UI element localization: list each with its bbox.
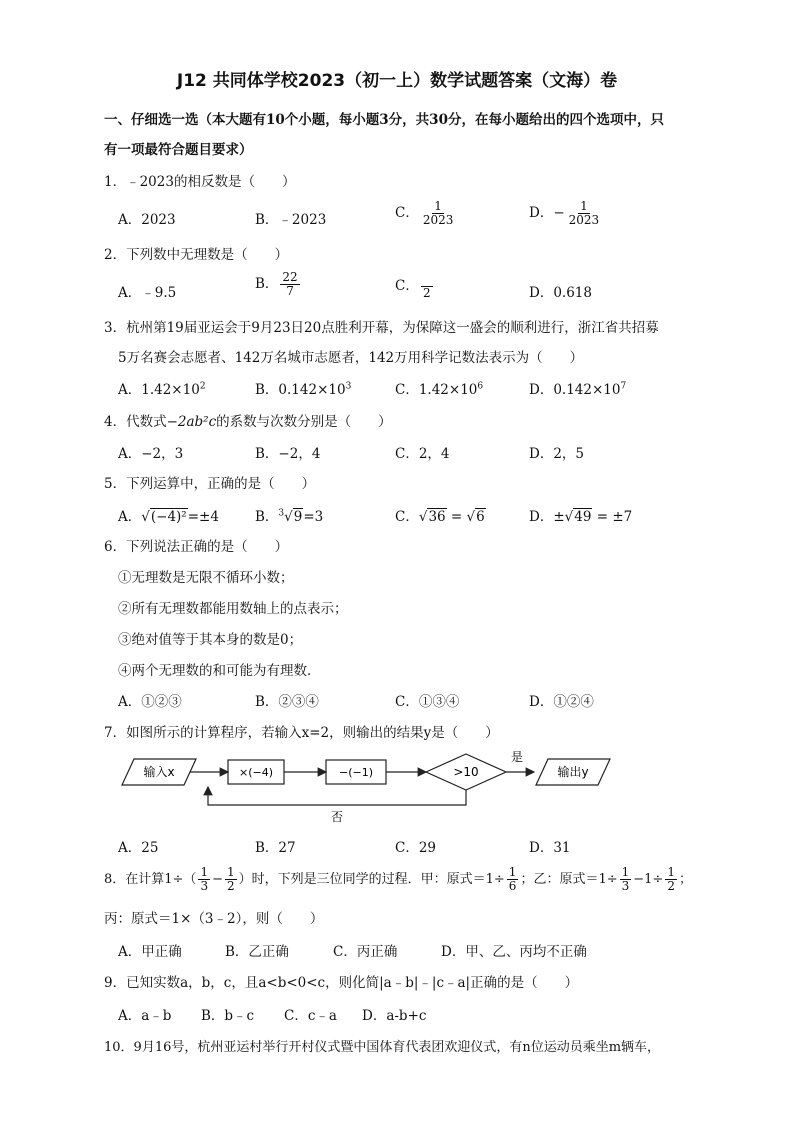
q1-option-c <box>395 200 457 227</box>
q5-c-radicand-left: 36 <box>428 509 446 525</box>
q3-option-b-base: B．0.142×10 <box>255 382 346 398</box>
q6-statement-3: ③绝对值等于其本身的数是0； <box>118 632 303 648</box>
q4-option-c: C．2，4 <box>395 446 450 462</box>
q6-option-a: A．①②③ <box>118 694 182 710</box>
q5-a-result: =±4 <box>187 509 219 525</box>
q2-stem: 2．下列数中无理数是（ ） <box>104 247 289 263</box>
q5-option-c: C．√36 = √6 <box>395 509 485 525</box>
q7-option-a: A．25 <box>118 840 159 856</box>
q9-option-d: D．a-b+c <box>362 1008 427 1024</box>
q8-middle: ）时，下列是三位同学的过程．甲：原式＝1÷ <box>238 872 505 887</box>
q8-option-b: B．乙正确 <box>225 944 289 960</box>
q3-option-c-exponent: 6 <box>477 381 484 392</box>
q9-option-b: B．b﹣c <box>201 1008 255 1024</box>
q4-expression: −2ab²c <box>166 414 217 430</box>
q8-option-d: D．甲、乙、丙均不正确 <box>441 944 587 960</box>
flow-input-label: 输入x <box>143 765 175 779</box>
q1-option-c-label: C． <box>395 205 419 221</box>
fraction-denominator: 2 <box>423 286 431 300</box>
section-heading-line2: 有一项最符合题目要求） <box>104 142 253 158</box>
q7-stem: 7．如图所示的计算程序，若输入x=2，则输出的结果y是（ ） <box>104 725 499 741</box>
fraction-denominator: 7 <box>286 284 294 298</box>
q7-flowchart <box>104 745 664 827</box>
q6-option-d: D．①②④ <box>529 694 594 710</box>
flow-subtract-label: −(−1) <box>338 766 374 779</box>
q2-option-a: A．﹣9.5 <box>118 285 177 301</box>
q5-d-label: D．± <box>529 509 565 525</box>
q4-option-d: D．2，5 <box>529 446 585 462</box>
q6-statement-4: ④两个无理数的和可能为有理数． <box>118 663 321 679</box>
q2-option-b <box>255 271 302 298</box>
q3-option-d <box>529 378 626 398</box>
q4-option-b: B．−2，4 <box>255 446 321 462</box>
q2-option-d: D．0.618 <box>529 285 592 301</box>
fraction-denominator: 2023 <box>568 213 600 227</box>
q9-option-c: C．c﹣a <box>284 1008 337 1024</box>
q10-stem: 10．9月16号，杭州亚运村举行开村仪式暨中国体育代表团欢迎仪式，有n位运动员乘坐m辆车， <box>104 1040 661 1055</box>
fraction-numerator <box>421 273 433 287</box>
q3-option-d-base: D．0.142×10 <box>529 382 621 398</box>
q1-option-c-fraction <box>421 200 456 227</box>
q8-prefix: 8．在计算1÷（ <box>104 872 197 887</box>
q5-option-d: D．±√49 = ±7 <box>529 509 633 525</box>
section-heading-line1: 一、仔细选一选（本大题有10个小题，每小题3分，共30分，在每小题给出的四个选项中，只 <box>104 112 664 128</box>
q8-end: ； <box>678 872 692 887</box>
q1-option-b: B．﹣2023 <box>255 212 327 228</box>
q6-stem: 6．下列说法正确的是（ ） <box>104 539 289 555</box>
q3-option-a-exponent: 2 <box>199 381 206 392</box>
q1-option-d <box>529 200 603 227</box>
q4-stem <box>104 410 392 430</box>
q5-option-b: B．$^3$√9=3 <box>255 508 324 525</box>
q2-option-c-label: C． <box>395 278 419 294</box>
q5-b-result: =3 <box>303 509 324 525</box>
q6-option-c: C．①③④ <box>395 694 460 710</box>
q3-option-a <box>118 378 206 398</box>
q8-option-a: A．甲正确 <box>118 944 182 960</box>
q2-option-c-fraction <box>421 273 433 300</box>
q3-option-b-exponent: 3 <box>345 381 352 392</box>
q2-option-c <box>395 273 435 300</box>
flow-condition-label: >10 <box>453 765 479 779</box>
q6-option-b: B．②③④ <box>255 694 319 710</box>
q5-a-radicand: (−4)² <box>150 509 187 525</box>
q3-option-d-exponent: 7 <box>620 381 627 392</box>
q3-line2: 5万名赛会志愿者、142万名城市志愿者，142万用科学记数法表示为（ ） <box>118 350 584 366</box>
fraction-numerator: 22 <box>282 270 298 284</box>
q5-stem: 5．下列运算中，正确的是（ ） <box>104 476 316 492</box>
page-title: J12 共同体学校2023（初一上）数学试题答案（文海）卷 <box>176 71 618 91</box>
q9-stem: 9．已知实数a，b，c，且a<b<0<c，则化简|a﹣b|﹣|c﹣a|正确的是（ ） <box>104 975 579 991</box>
q7-option-c: C．29 <box>395 840 437 856</box>
q2-option-b-label: B． <box>255 276 279 292</box>
q5-d-radicand: 49 <box>574 509 592 525</box>
q4-option-a: A．−2，3 <box>118 446 184 462</box>
q5-c-equals: = <box>446 509 467 525</box>
q5-b-radicand: 9 <box>293 509 303 525</box>
q3-option-c <box>395 378 483 398</box>
q3-option-a-base: A．1.42×10 <box>118 382 200 398</box>
q8-yi: ；乙：原式＝1÷ <box>520 872 618 887</box>
q1-option-d-label: D．− <box>529 205 565 221</box>
q3-option-c-base: C．1.42×10 <box>395 382 478 398</box>
q4-stem-suffix: 的系数与次数分别是（ ） <box>216 414 392 430</box>
q5-b-label: B． <box>255 509 279 525</box>
q1-option-d-fraction <box>567 200 602 227</box>
q9-option-a: A．a﹣b <box>118 1008 172 1024</box>
q7-option-d: D．31 <box>529 840 571 856</box>
q5-a-label: A． <box>118 509 142 525</box>
fraction-numerator: 1 <box>434 199 442 213</box>
q1-stem: 1．﹣2023的相反数是（ ） <box>104 174 296 190</box>
q8-option-c: C．丙正确 <box>333 944 398 960</box>
q6-statement-1: ①无理数是无限不循环小数； <box>118 570 294 586</box>
q8-line1: 8．在计算1÷（ $\frac{1}{3}$ − $\frac{1}{2}$ ）时，下列是三位同学的过程．甲：原式＝1÷ $\frac{1}{6}$ ；乙：原式＝1÷ $\frac{1}{3}$ −1÷ $\frac{1}{2}$ ； <box>104 865 692 893</box>
q3-option-b <box>255 378 351 398</box>
flow-multiply-label: ×(−4) <box>238 766 274 779</box>
q8-line2: 丙：原式＝1×（3﹣2），则（ ） <box>104 911 324 927</box>
flow-yes-label: 是 <box>511 750 524 764</box>
flow-no-label: 否 <box>330 810 344 824</box>
q3-line1: 3．杭州第19届亚运会于9月23日20点胜利开幕，为保障这一盛会的顺利进行，浙江省共招募 <box>104 320 659 336</box>
q5-d-result: = ±7 <box>592 509 633 525</box>
q4-stem-prefix: 4．代数式 <box>104 414 167 430</box>
q2-option-b-fraction <box>280 271 299 298</box>
flow-loop-arrow <box>208 787 466 805</box>
q5-c-radicand-right: 6 <box>476 509 485 525</box>
q5-option-a: A．√(−4)²=±4 <box>118 509 219 525</box>
q6-statement-2: ②所有无理数都能用数轴上的点表示； <box>118 601 348 617</box>
q5-c-label: C． <box>395 509 419 525</box>
fraction-denominator: 2023 <box>422 213 454 227</box>
fraction-numerator: 1 <box>580 199 588 213</box>
q7-option-b: B．27 <box>255 840 296 856</box>
q1-option-a: A．2023 <box>118 212 176 228</box>
q5-b-root-index: 3 <box>278 508 285 519</box>
flow-output-label: 输出y <box>557 765 589 779</box>
